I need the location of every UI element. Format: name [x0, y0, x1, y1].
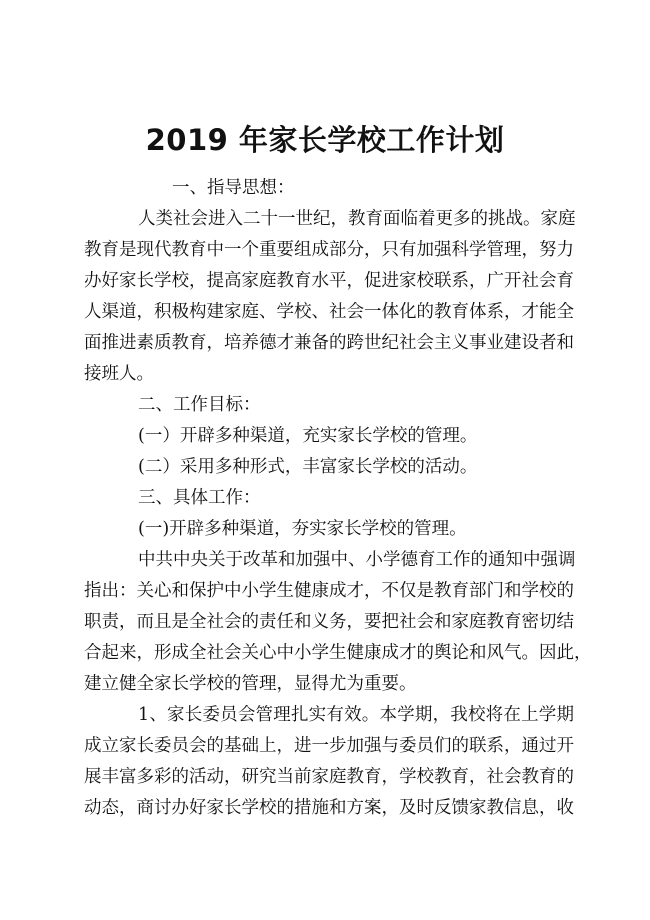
- section-heading-work-goals: 二、工作目标：: [138, 395, 261, 415]
- section-heading-guiding-ideology: 一、指导思想：: [172, 178, 295, 198]
- paragraph-line: 职责，而且是全社会的责任和义务，要把社会和家庭教育密切结: [84, 612, 574, 632]
- paragraph-line: 办好家长学校，提高家庭教育水平，促进家校联系，广开社会育: [84, 271, 574, 291]
- paragraph-line: 动态，商讨办好家长学校的措施和方案，及时反馈家教信息，收: [84, 798, 574, 818]
- subsection-heading: (一)开辟多种渠道，夯实家长学校的管理。: [138, 519, 467, 539]
- paragraph-line: 展丰富多彩的活动，研究当前家庭教育，学校教育，社会教育的: [84, 767, 574, 787]
- section-heading-specific-work: 三、具体工作：: [138, 488, 261, 508]
- paragraph-line: 合起来，形成全社会关心中小学生健康成才的舆论和风气。因此，: [84, 643, 592, 663]
- paragraph-line: 人渠道，积极构建家庭、学校、社会一体化的教育体系，才能全: [84, 302, 574, 322]
- goal-item-1: (一）开辟多种渠道，充实家长学校的管理。: [138, 426, 478, 446]
- paragraph-line: 成立家长委员会的基础上，进一步加强与委员们的联系，通过开: [84, 736, 574, 756]
- paragraph-line: 中共中央关于改革和加强中、小学德育工作的通知中强调: [138, 550, 576, 570]
- paragraph-line: 教育是现代教育中一个重要组成部分，只有加强科学管理，努力: [84, 240, 574, 260]
- document-title: 2019 年家长学校工作计划: [145, 123, 505, 157]
- paragraph-line: 建立健全家长学校的管理，显得尤为重要。: [84, 674, 417, 694]
- paragraph-line: 指出：关心和保护中小学生健康成才，不仅是教育部门和学校的: [84, 581, 574, 601]
- paragraph-line: 接班人。: [84, 364, 154, 384]
- paragraph-line: 1、家长委员会管理扎实有效。本学期，我校将在上学期: [138, 705, 574, 725]
- goal-item-2: (二）采用多种形式，丰富家长学校的活动。: [138, 457, 478, 477]
- paragraph-line: 人类社会进入二十一世纪，教育面临着更多的挑战。家庭: [138, 209, 576, 229]
- paragraph-line: 面推进素质教育，培养德才兼备的跨世纪社会主义事业建设者和: [84, 333, 574, 353]
